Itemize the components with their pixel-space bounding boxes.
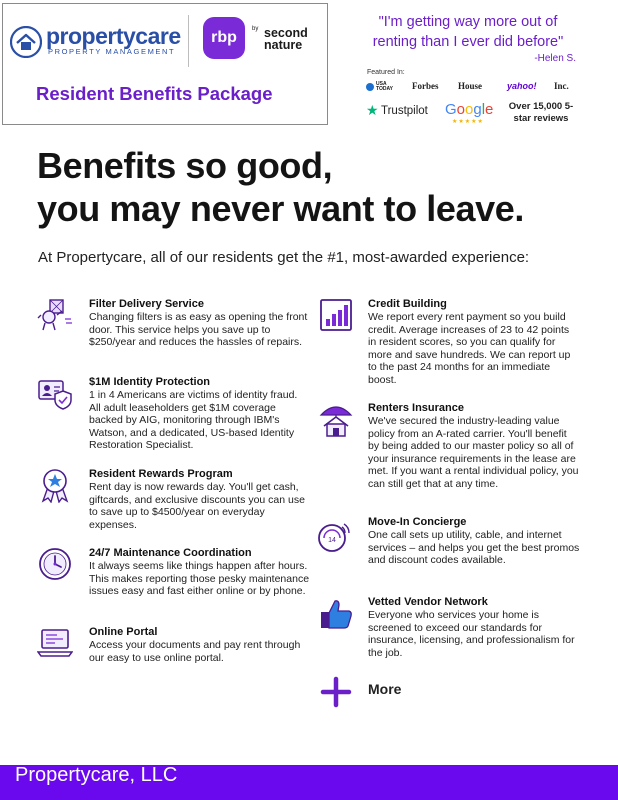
testimonial-author: -Helen S. [534, 53, 576, 64]
brand-name: propertycare [46, 23, 181, 49]
benefit-title-identity-protection: $1M Identity Protection [89, 376, 211, 388]
more-label: More [368, 681, 402, 697]
rewards-ribbon-icon [37, 467, 73, 503]
benefit-desc-identity-protection: 1 in 4 Americans are victims of identity fraud. All adult leaseholders get $1M coverage backed by AIG, monitoring through IBM's Watson, and a dedicated, US-based Identity Restoration Specialist. [89, 389, 298, 451]
google-letter: o [456, 101, 466, 118]
filter-delivery-icon [37, 297, 73, 333]
benefit-title-maintenance: 24/7 Maintenance Coordination [89, 547, 252, 559]
brand-subtitle: PROPERTY MANAGEMENT [48, 47, 176, 56]
press-yahoo: yahoo! [507, 81, 537, 91]
google-letter: e [485, 101, 494, 118]
header-logo-box [2, 3, 328, 125]
hero-headline-line2: you may never want to leave. [37, 188, 524, 229]
google-letter: l [481, 101, 486, 118]
house-umbrella-icon [318, 402, 354, 438]
usa-today-icon [366, 83, 374, 91]
benefit-title-rewards: Resident Rewards Program [89, 468, 233, 480]
benefit-title-credit-building: Credit Building [368, 298, 447, 310]
benefit-desc-move-in-concierge: One call sets up utility, cable, and internet services – and helps you get the best promos and discount codes available. [368, 529, 580, 566]
benefit-desc-online-portal: Access your documents and pay rent through our easy to use online portal. [89, 639, 301, 664]
press-inc: Inc. [554, 81, 569, 91]
benefit-desc-rewards: Rent day is now rewards day. You'll get cash, giftcards, and exclusive discounts you can use to save up to $4500/year on everyday expenses. [89, 481, 305, 531]
identity-protection-icon [37, 375, 73, 411]
google-letter: G [445, 101, 457, 118]
intro-text: At Propertycare, all of our residents get the #1, most-awarded experience: [38, 249, 530, 266]
logo-divider [188, 15, 189, 67]
benefit-title-online-portal: Online Portal [89, 626, 158, 638]
laptop-icon [37, 624, 73, 660]
thumbs-up-icon [318, 596, 354, 632]
benefit-title-renters-insurance: Renters Insurance [368, 402, 464, 414]
clock-icon [37, 546, 73, 582]
propertycare-logo-icon [10, 26, 42, 58]
benefit-desc-credit-building: We report every rent payment so you build credit. Average increases of 23 to 42 points in resident scores, so you can qualify for more and save hundreds. We can report up to the past 24 months for an immediate boost. [368, 311, 571, 386]
footer-text: Propertycare, LLC [15, 764, 178, 786]
google-logo [445, 101, 493, 118]
partner-by: by [252, 26, 259, 32]
bar-chart-icon [318, 297, 354, 333]
google-stars-icon: ★★★★★ [452, 119, 484, 125]
benefit-desc-renters-insurance: We've secured the industry-leading value policy from an A-rated carrier. You'll benefit by being added to our master policy so all of your insurance requirements in the lease are met. If you want a rental individual policy, you can still get that at any time. [368, 415, 579, 490]
testimonial-quote: "I'm getting way more out of renting than I ever did before" [372, 14, 564, 50]
benefit-desc-filter-delivery: Changing filters is as easy as opening the front door. This service helps you save up to $250/year and reduces the hassles of repairs. [89, 311, 308, 348]
plus-icon [320, 676, 352, 708]
hero-headline-line1: Benefits so good, [37, 145, 333, 186]
partner-name: second nature [264, 26, 308, 52]
press-usa-today: USA TODAY [376, 81, 393, 92]
package-title: Resident Benefits Package [36, 83, 273, 104]
benefit-title-vetted-vendor: Vetted Vendor Network [368, 596, 488, 608]
benefit-desc-vetted-vendor: Everyone who services your home is screened to exceed our standards for insurance, licensing, and professionalism for the job. [368, 609, 575, 659]
press-forbes: Forbes [412, 81, 439, 91]
reviews-count: Over 15,000 5-star reviews [508, 101, 574, 124]
benefit-title-filter-delivery: Filter Delivery Service [89, 298, 204, 310]
svg-text:14: 14 [328, 537, 336, 544]
speedometer-icon [316, 518, 352, 554]
benefit-title-move-in-concierge: Move-In Concierge [368, 516, 467, 528]
press-house: House [458, 81, 483, 91]
google-letter: g [473, 101, 482, 118]
trustpilot-star-icon: ★ [366, 102, 379, 118]
benefit-desc-maintenance: It always seems like things happen after hours. This makes reporting those pesky maintenance issues easy and fast either online or by phone. [89, 560, 310, 597]
rbp-badge: rbp [203, 17, 245, 59]
featured-label: Featured In: [367, 69, 405, 76]
google-letter: o [465, 101, 474, 118]
trustpilot-logo: Trustpilot [381, 105, 428, 117]
